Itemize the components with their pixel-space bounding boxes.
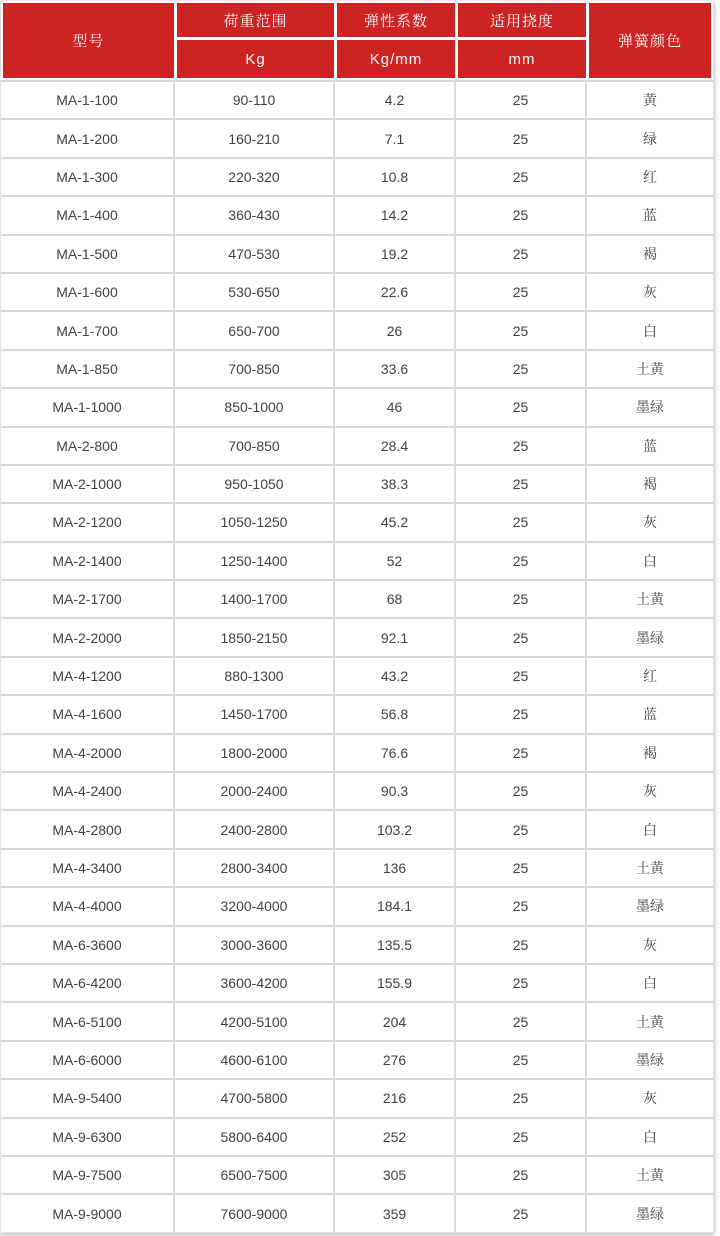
- spring-color-cell: 墨绿: [636, 898, 664, 915]
- stiffness-cell: 136: [335, 850, 456, 886]
- model-cell: MA-2-1000: [1, 466, 175, 502]
- spring-color-cell: 白: [643, 821, 657, 838]
- spring-color-cell: 墨绿: [636, 1205, 664, 1222]
- model-cell: MA-2-1700: [1, 581, 175, 617]
- stiffness-cell: 359: [335, 1195, 456, 1231]
- model-cell: MA-1-300: [1, 159, 175, 195]
- table-row: [1, 733, 713, 771]
- table-row: [1, 80, 713, 118]
- table-row: [1, 1040, 713, 1078]
- model-cell: MA-1-700: [1, 312, 175, 348]
- deflection-cell: 25: [456, 1119, 587, 1155]
- model-cell: MA-6-5100: [1, 1003, 175, 1039]
- model-cell: MA-1-200: [1, 120, 175, 156]
- model-cell: MA-1-600: [1, 274, 175, 310]
- stiffness-cell: 28.4: [335, 428, 456, 464]
- deflection-cell: 25: [456, 619, 587, 655]
- spring-color-cell: 蓝: [643, 207, 657, 224]
- spring-color-cell: 白: [643, 975, 657, 992]
- table-row: [1, 195, 713, 233]
- stiffness-cell: 43.2: [335, 658, 456, 694]
- table-row: [1, 387, 713, 425]
- stiffness-cell: 216: [335, 1080, 456, 1116]
- deflection-cell: 25: [456, 543, 587, 579]
- model-cell: MA-9-6300: [1, 1119, 175, 1155]
- table-row: [1, 234, 713, 272]
- deflection-cell: 25: [456, 1003, 587, 1039]
- load-range-cell: 6500-7500: [175, 1157, 335, 1193]
- header-load-range: 荷重范围: [177, 3, 337, 40]
- deflection-cell: 25: [456, 927, 587, 963]
- deflection-cell: 25: [456, 773, 587, 809]
- load-range-cell: 3600-4200: [175, 965, 335, 1001]
- load-range-cell: 700-850: [175, 428, 335, 464]
- deflection-cell: 25: [456, 1080, 587, 1116]
- deflection-cell: 25: [456, 274, 587, 310]
- stiffness-cell: 46: [335, 389, 456, 425]
- model-cell: MA-6-3600: [1, 927, 175, 963]
- spring-color-cell: 灰: [643, 936, 657, 953]
- stiffness-cell: 7.1: [335, 120, 456, 156]
- header-load-range-unit: Kg: [177, 40, 337, 78]
- deflection-cell: 25: [456, 236, 587, 272]
- spring-color-cell: 墨绿: [636, 629, 664, 646]
- stiffness-cell: 76.6: [335, 735, 456, 771]
- deflection-cell: 25: [456, 504, 587, 540]
- load-range-cell: 90-110: [175, 82, 335, 118]
- deflection-cell: 25: [456, 735, 587, 771]
- stiffness-cell: 22.6: [335, 274, 456, 310]
- spring-color-cell: 绿: [643, 130, 657, 147]
- table-row: [1, 272, 713, 310]
- table-row: [1, 1078, 713, 1116]
- load-range-cell: 950-1050: [175, 466, 335, 502]
- header-stiffness-unit: Kg/mm: [337, 40, 458, 78]
- model-cell: MA-4-1600: [1, 696, 175, 732]
- table-row: [1, 541, 713, 579]
- spring-color-cell: 土黄: [636, 360, 664, 377]
- model-cell: MA-1-500: [1, 236, 175, 272]
- load-range-cell: 1250-1400: [175, 543, 335, 579]
- load-range-cell: 5800-6400: [175, 1119, 335, 1155]
- table-row: [1, 771, 713, 809]
- table-row: [1, 157, 713, 195]
- model-cell: MA-4-1200: [1, 658, 175, 694]
- deflection-cell: 25: [456, 197, 587, 233]
- stiffness-cell: 92.1: [335, 619, 456, 655]
- stiffness-cell: 38.3: [335, 466, 456, 502]
- table-row: [1, 886, 713, 924]
- spring-color-cell: 白: [643, 1128, 657, 1145]
- load-range-cell: 2000-2400: [175, 773, 335, 809]
- stiffness-cell: 276: [335, 1042, 456, 1078]
- spring-color-cell: 灰: [643, 1090, 657, 1107]
- table-row: [1, 848, 713, 886]
- header-stiffness: 弹性系数: [337, 3, 458, 40]
- spring-color-cell: 红: [643, 168, 657, 185]
- stiffness-cell: 90.3: [335, 773, 456, 809]
- spring-color-cell: 灰: [643, 514, 657, 531]
- stiffness-cell: 26: [335, 312, 456, 348]
- spring-color-cell: 土黄: [636, 1167, 664, 1184]
- spring-color-cell: 墨绿: [636, 399, 664, 416]
- table-row: [1, 694, 713, 732]
- model-cell: MA-4-3400: [1, 850, 175, 886]
- deflection-cell: 25: [456, 1157, 587, 1193]
- table-header: [1, 1, 713, 80]
- deflection-cell: 25: [456, 389, 587, 425]
- stiffness-cell: 33.6: [335, 351, 456, 387]
- header-model: 型号: [3, 3, 177, 78]
- stiffness-cell: 204: [335, 1003, 456, 1039]
- model-cell: MA-4-2400: [1, 773, 175, 809]
- model-cell: MA-4-2000: [1, 735, 175, 771]
- table-row: [1, 310, 713, 348]
- model-cell: MA-2-1200: [1, 504, 175, 540]
- spring-color-cell: 土黄: [636, 860, 664, 876]
- load-range-cell: 3000-3600: [175, 927, 335, 963]
- header-spring-color: 弹簧颜色: [589, 3, 711, 78]
- table-row: [1, 963, 713, 1001]
- spring-color-cell: 黄: [643, 92, 657, 109]
- stiffness-cell: 14.2: [335, 197, 456, 233]
- table-row: [1, 464, 713, 502]
- deflection-cell: 25: [456, 850, 587, 886]
- table-row: [1, 426, 713, 464]
- model-cell: MA-6-4200: [1, 965, 175, 1001]
- spring-color-cell: 红: [643, 668, 657, 685]
- model-cell: MA-1-850: [1, 351, 175, 387]
- stiffness-cell: 252: [335, 1119, 456, 1155]
- header-deflection-unit: mm: [458, 40, 589, 78]
- deflection-cell: 25: [456, 312, 587, 348]
- load-range-cell: 700-850: [175, 351, 335, 387]
- load-range-cell: 7600-9000: [175, 1195, 335, 1231]
- stiffness-cell: 56.8: [335, 696, 456, 732]
- table-row: [1, 1155, 713, 1193]
- stiffness-cell: 135.5: [335, 927, 456, 963]
- stiffness-cell: 10.8: [335, 159, 456, 195]
- deflection-cell: 25: [456, 658, 587, 694]
- model-cell: MA-9-9000: [1, 1195, 175, 1231]
- model-cell: MA-1-1000: [1, 389, 175, 425]
- load-range-cell: 4600-6100: [175, 1042, 335, 1078]
- load-range-cell: 2800-3400: [175, 850, 335, 886]
- table-row: [1, 579, 713, 617]
- table-row: [1, 925, 713, 963]
- model-cell: MA-4-4000: [1, 888, 175, 924]
- load-range-cell: 1450-1700: [175, 696, 335, 732]
- spring-color-cell: 褐: [643, 476, 657, 493]
- stiffness-cell: 103.2: [335, 811, 456, 847]
- deflection-cell: 25: [456, 351, 587, 387]
- spring-color-cell: 褐: [643, 245, 657, 262]
- spring-color-cell: 墨绿: [636, 1051, 664, 1068]
- load-range-cell: 3200-4000: [175, 888, 335, 924]
- deflection-cell: 25: [456, 888, 587, 924]
- table-row: [1, 349, 713, 387]
- deflection-cell: 25: [456, 965, 587, 1001]
- load-range-cell: 530-650: [175, 274, 335, 310]
- load-range-cell: 360-430: [175, 197, 335, 233]
- header-deflection: 适用挠度: [458, 3, 589, 40]
- stiffness-cell: 52: [335, 543, 456, 579]
- load-range-cell: 2400-2800: [175, 811, 335, 847]
- model-cell: MA-6-6000: [1, 1042, 175, 1078]
- table-row: [1, 118, 713, 156]
- deflection-cell: 25: [456, 120, 587, 156]
- spring-color-cell: 灰: [643, 783, 657, 800]
- stiffness-cell: 155.9: [335, 965, 456, 1001]
- model-cell: MA-2-1400: [1, 543, 175, 579]
- model-cell: MA-9-5400: [1, 1080, 175, 1116]
- deflection-cell: 25: [456, 696, 587, 732]
- model-cell: MA-4-2800: [1, 811, 175, 847]
- spring-color-cell: 白: [643, 552, 657, 569]
- deflection-cell: 25: [456, 466, 587, 502]
- spring-color-cell: 蓝: [643, 706, 657, 723]
- deflection-cell: 25: [456, 428, 587, 464]
- spring-color-cell: 土黄: [636, 591, 664, 608]
- load-range-cell: 4200-5100: [175, 1003, 335, 1039]
- stiffness-cell: 19.2: [335, 236, 456, 272]
- table-row: [1, 1193, 713, 1231]
- load-range-cell: 160-210: [175, 120, 335, 156]
- load-range-cell: 650-700: [175, 312, 335, 348]
- model-cell: MA-1-100: [1, 82, 175, 118]
- model-cell: MA-1-400: [1, 197, 175, 233]
- model-cell: MA-2-2000: [1, 619, 175, 655]
- load-range-cell: 4700-5800: [175, 1080, 335, 1116]
- table-row: [1, 617, 713, 655]
- model-cell: MA-2-800: [1, 428, 175, 464]
- spring-color-cell: 土黄: [636, 1013, 664, 1030]
- deflection-cell: 25: [456, 581, 587, 617]
- table-row: [1, 1001, 713, 1039]
- deflection-cell: 25: [456, 82, 587, 118]
- deflection-cell: 25: [456, 811, 587, 847]
- deflection-cell: 25: [456, 1195, 587, 1231]
- spring-color-cell: 褐: [643, 744, 657, 761]
- spring-color-cell: 蓝: [643, 437, 657, 454]
- load-range-cell: 220-320: [175, 159, 335, 195]
- model-cell: MA-9-7500: [1, 1157, 175, 1193]
- stiffness-cell: 45.2: [335, 504, 456, 540]
- load-range-cell: 470-530: [175, 236, 335, 272]
- table-row: [1, 1117, 713, 1155]
- load-range-cell: 880-1300: [175, 658, 335, 694]
- table-row: [1, 656, 713, 694]
- table-row: [1, 502, 713, 540]
- load-range-cell: 1400-1700: [175, 581, 335, 617]
- deflection-cell: 25: [456, 1042, 587, 1078]
- load-range-cell: 1800-2000: [175, 735, 335, 771]
- stiffness-cell: 68: [335, 581, 456, 617]
- spring-color-cell: 白: [643, 322, 657, 339]
- spring-color-cell: 灰: [643, 284, 657, 301]
- table-row: [1, 809, 713, 847]
- table-body: [1, 80, 713, 1232]
- stiffness-cell: 4.2: [335, 82, 456, 118]
- deflection-cell: 25: [456, 159, 587, 195]
- load-range-cell: 1850-2150: [175, 619, 335, 655]
- stiffness-cell: 305: [335, 1157, 456, 1193]
- load-range-cell: 850-1000: [175, 389, 335, 425]
- load-range-cell: 1050-1250: [175, 504, 335, 540]
- stiffness-cell: 184.1: [335, 888, 456, 924]
